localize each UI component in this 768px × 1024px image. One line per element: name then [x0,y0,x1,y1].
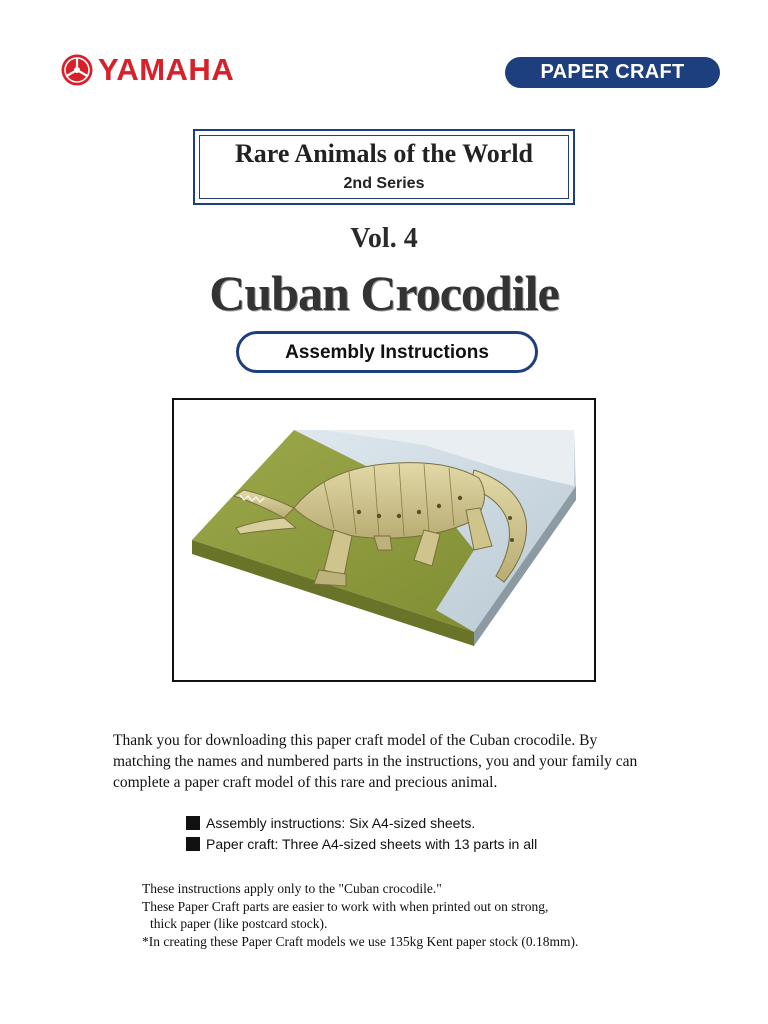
yamaha-logo [60,52,234,88]
intro-line: complete a paper craft model of this rare and precious animal. [113,774,498,791]
brand-name: YAMAHA [98,52,235,87]
intro-line: Thank you for downloading this paper craft model of the Cuban crocodile. By [113,732,598,749]
page-title: Cuban Crocodile [209,265,559,321]
volume-label: Vol. 4 [350,223,418,254]
notes [142,880,662,950]
list-item [186,833,537,854]
series-subtitle: 2nd Series [343,175,425,192]
series-box [193,129,575,205]
note-line: These Paper Craft parts are easier to work with when printed out on strong, [142,898,549,914]
crocodile-model-photo [172,398,596,682]
note-line: *In creating these Paper Craft models we use 135kg Kent paper stock (0.18mm). [142,933,579,949]
note-line: thick paper (like postcard stock). [150,916,328,931]
intro-paragraph [113,730,673,793]
note-line: These instructions apply only to the "Cuban crocodile." [142,881,442,896]
intro-line: matching the names and numbered parts in the instructions, you and your family can [113,753,638,770]
section-label: Assembly Instructions [236,331,538,373]
series-title: Rare Animals of the World [234,139,534,168]
contents-list [186,812,537,854]
list-item-text: Paper craft: Three A4-sized sheets with 13 parts in all [206,835,538,852]
list-item-text: Assembly instructions: Six A4-sized sheets. [206,814,476,831]
square-bullet-icon [186,837,200,851]
yamaha-tuning-fork-emblem-icon [60,53,94,87]
paper-craft-badge: PAPER CRAFT [505,57,720,88]
crocodile-model-illustration [174,400,594,680]
square-bullet-icon [186,816,200,830]
list-item [186,812,537,833]
